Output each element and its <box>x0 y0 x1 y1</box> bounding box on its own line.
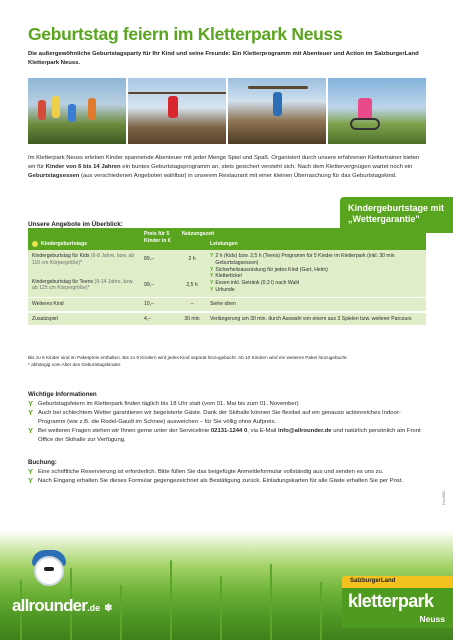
table-body <box>28 250 426 325</box>
table-row <box>28 250 206 270</box>
snowflake-icon: ❄ <box>104 603 112 614</box>
table-row <box>28 276 206 296</box>
figure-child <box>68 104 76 122</box>
y-bullet-icon: Y <box>28 399 34 408</box>
badge-line-2: „Wettergarantie" <box>348 213 420 224</box>
body-text-1: Im Kletterpark Neuss erleben Kinder spannende Abenteuer mit jeder Menge Spiel und Spaß. Organisiert durch unsere erfahrenen Klettertrainer bieten wir für <box>28 155 420 171</box>
body-paragraph <box>28 154 426 181</box>
y-bullet-icon: Y <box>210 273 214 280</box>
grass-blade <box>220 576 222 640</box>
cell-package: Weiteres Kind <box>32 300 64 307</box>
kids-sub: (6-8 Jahre, bzw. ab 110 cm Körpergröße)* <box>32 253 135 266</box>
figure-climber <box>168 96 178 118</box>
list-item: Y Sicherheitsausrüstung für jedes Kind (Gurt, Helm) <box>210 266 328 273</box>
logo-brand-city: Neuss <box>342 614 453 628</box>
figure-child <box>358 98 372 120</box>
y-bullet-icon: Y <box>28 407 34 417</box>
logo-brand-main: kletterpark <box>342 588 453 614</box>
figure-child <box>52 96 60 118</box>
services-list <box>206 250 426 297</box>
list-item: Y Geburtstagsfeiern im Kletterpark finden täglich bis 18 Uhr statt (vom 01. Mai bis zum 01. November) <box>28 399 299 408</box>
teens-sub: (9-14 Jahre, bzw. ab 125 cm Körpergröße)* <box>32 278 134 292</box>
y-bullet-icon: Y <box>210 253 214 259</box>
header-time: Nutzungszeit <box>182 231 215 237</box>
vertical-credit: Foto/ABC <box>442 490 446 505</box>
y-bullet-icon: Y <box>28 475 34 485</box>
list-item: Y Klettertickel <box>210 273 242 280</box>
photo-strip <box>28 78 426 144</box>
grass-blade <box>120 585 122 640</box>
list-item: Y Eine schriftliche Reservierung ist erforderlich. Bitte füllen Sie das beigefügte Anmeldeformular vollständig aus und senden es uns zu. <box>28 467 384 476</box>
photo-outdoor-bike <box>328 78 426 144</box>
body-text-3: (aus verschiedenen Angeboten wählbar) in unserem Restaurant mit einer kleinen Überraschung für das Geburtstagskind. <box>79 173 397 180</box>
kletterpark-logo <box>342 576 453 636</box>
rope <box>128 92 226 94</box>
kids-label: Kindergeburtstag für Kids <box>32 253 90 259</box>
header-label: Kindergeburtstage <box>41 240 88 247</box>
list-item: Y Essen inkl. Getränk (0,3 l) nach Wahl <box>210 280 300 287</box>
cell-package: Zusatzspiel <box>32 315 58 322</box>
body-bold-meal: Geburtstagsessen <box>28 173 80 180</box>
cell-price: 89,– <box>144 256 154 263</box>
cell-price: 99,– <box>144 281 154 288</box>
cell-services: Siehe oben <box>210 300 236 307</box>
cell-time: 30 min <box>184 315 200 322</box>
body-text-2: ein buntes Geburtstagsprogramm an, stets gesichert versteht sich. Nach dem Klettervergnügen wartet noch ein <box>120 164 413 171</box>
cell-price: 4,– <box>144 315 152 322</box>
header-price: Preis für 5 Kinder in € <box>144 231 171 244</box>
mascot-icon <box>34 556 64 586</box>
service-email-link[interactable]: info@allrounder.de <box>278 427 332 434</box>
header-services: Leistungen <box>210 240 238 247</box>
teens-label: Kindergeburtstag für Teens <box>32 278 94 285</box>
cell-time: 2 h <box>188 256 196 263</box>
bike <box>350 118 380 130</box>
booking-list <box>28 468 426 486</box>
y-bullet-icon: Y <box>210 266 214 273</box>
table-row <box>28 298 426 313</box>
y-bullet-icon: Y <box>28 425 34 435</box>
beam <box>248 86 308 89</box>
photo-climbing-kids <box>28 78 126 144</box>
service-phone: 02131-1244 0 <box>210 427 248 434</box>
cell-time: – <box>190 300 194 307</box>
offers-table <box>28 228 426 325</box>
note-1: Bis zu 5 Kinder sind im Paketpreis enthalten. Bis zu 9 Kindern wird jedes Kind separat hinzugebucht. Ab 10 Kindern wird ein weiteres Paket hinzugebucht. <box>28 355 348 360</box>
important-heading: Wichtige Informationen <box>28 391 97 398</box>
y-bullet-icon: Y <box>28 467 34 476</box>
list-item: Y Nach Eingang erhalten Sie dieses Formular gegengezeichnet als Bestätigung zurück. Einladungskarten für alle Gäste erhalten Sie per Post. <box>28 475 404 485</box>
figure-climber <box>273 92 282 116</box>
offers-heading: Unsere Angebote im Überblick: <box>28 221 123 228</box>
table-row <box>28 313 426 326</box>
y-bullet-icon: Y <box>210 280 214 287</box>
badge-line-1: Kindergeburtstage mit <box>348 203 445 213</box>
page-title: Geburtstag feiern im Kletterpark Neuss <box>28 24 343 44</box>
grass-blade <box>270 564 272 640</box>
table-header <box>28 228 426 250</box>
allrounder-logo: allrounder.de ❄ <box>12 596 112 615</box>
intro-text: Die außergewöhnliche Geburtstagsparty für Ihr Kind und seine Freunde: Ein Kletterprogramm mit Abenteuer und Action im SalzburgerLand Kletterpark Neuss. <box>28 51 419 66</box>
photo-climbing-tower <box>228 78 326 144</box>
y-bullet-icon: Y <box>210 286 214 293</box>
cell-package <box>28 276 140 296</box>
body-bold-age: Kinder von 6 bis 14 Jahren <box>45 164 121 171</box>
cell-price: 10,– <box>144 300 154 307</box>
packages-left <box>28 250 206 297</box>
cell-package <box>28 250 140 270</box>
list-item: Y Bei weiteren Fragen stehen wir Ihnen gerne unter der Servicelinie 02131-1244 0, via E-Mail info@allrounder.de und natürlich persönlich am Front Office der Skihalle zur Verfügung. <box>28 425 421 443</box>
list-item: Y Urkunde <box>210 286 235 293</box>
logo-brand-top: SalzburgerLand <box>342 576 453 588</box>
star-icon <box>32 241 38 247</box>
figure-child <box>38 100 46 120</box>
booking-heading: Buchung: <box>28 459 57 466</box>
note-2: * abhängig vom Alter des Geburtstagskindes <box>28 361 121 367</box>
grass-blade <box>170 560 172 640</box>
table-notes <box>28 355 426 369</box>
cell-time: 2,5 h <box>186 281 198 288</box>
header-kindergeburtstage <box>28 228 140 250</box>
photo-rope-course <box>128 78 226 144</box>
table-row-group-packages <box>28 250 426 298</box>
list-item: Y 2 h (Kids) bzw. 2,5 h (Teens) Programm für 5 Kinder im Kletterpark (inkl. 30 min Geburtstagsessen) <box>210 253 395 266</box>
figure-child <box>88 98 96 120</box>
list-item: Y Auch bei schlechtem Wetter garantieren wir begeisterte Gäste. Dank der Skihalle können Sie flexibel auf ein genauso actionreiches Indoor-Programm (wie z.B. die Rodel-Gaudi im Schnee) ausweichen – für Sie völlig ohne Aufpreis. <box>28 407 401 425</box>
grass-blade <box>320 582 322 640</box>
important-list <box>28 400 426 445</box>
cell-services: Verlängerung um 30 min. durch Auswahl von einem aus 3 Spielen bzw. weiterer Parcours <box>210 315 412 322</box>
